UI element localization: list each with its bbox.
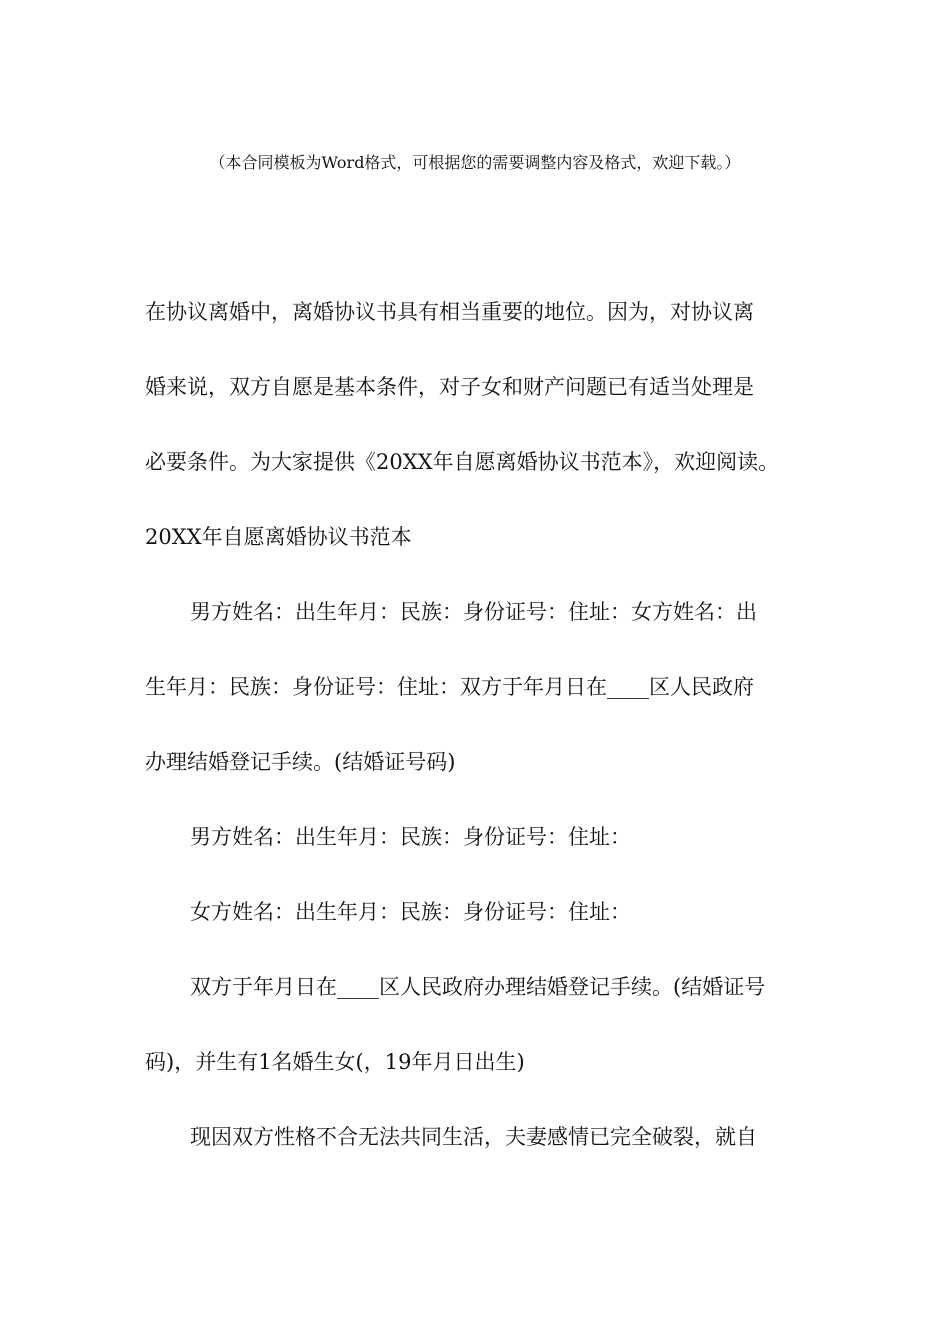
paragraph-line: 生年月：民族：身份证号：住址：双方于年月日在____区人民政府 — [145, 675, 754, 699]
paragraph-line: 男方姓名：出生年月：民族：身份证号：住址：女方姓名：出 — [190, 600, 757, 624]
document-title: 20XX年自愿离婚协议书范本 — [145, 525, 412, 549]
child-info-line: 码)，并生有1名婚生女(，19年月日出生) — [145, 1050, 525, 1074]
marriage-registration-line: 双方于年月日在____区人民政府办理结婚登记手续。(结婚证号 — [190, 975, 766, 999]
intro-line-1: 在协议离婚中，离婚协议书具有相当重要的地位。因为，对协议离 — [145, 300, 754, 324]
male-info-line: 男方姓名：出生年月：民族：身份证号：住址： — [190, 825, 631, 849]
female-info-line: 女方姓名：出生年月：民族：身份证号：住址： — [190, 900, 631, 924]
paragraph-line: 办理结婚登记手续。(结婚证号码) — [145, 750, 456, 774]
intro-line-3: 必要条件。为大家提供《20XX年自愿离婚协议书范本》，欢迎阅读。 — [145, 450, 780, 474]
template-note: （本合同模板为Word格式，可根据您的需要调整内容及格式，欢迎下载。） — [209, 153, 741, 172]
reason-line: 现因双方性格不合无法共同生活，夫妻感情已完全破裂，就自 — [190, 1125, 757, 1149]
intro-line-2: 婚来说，双方自愿是基本条件，对子女和财产问题已有适当处理是 — [145, 375, 754, 399]
